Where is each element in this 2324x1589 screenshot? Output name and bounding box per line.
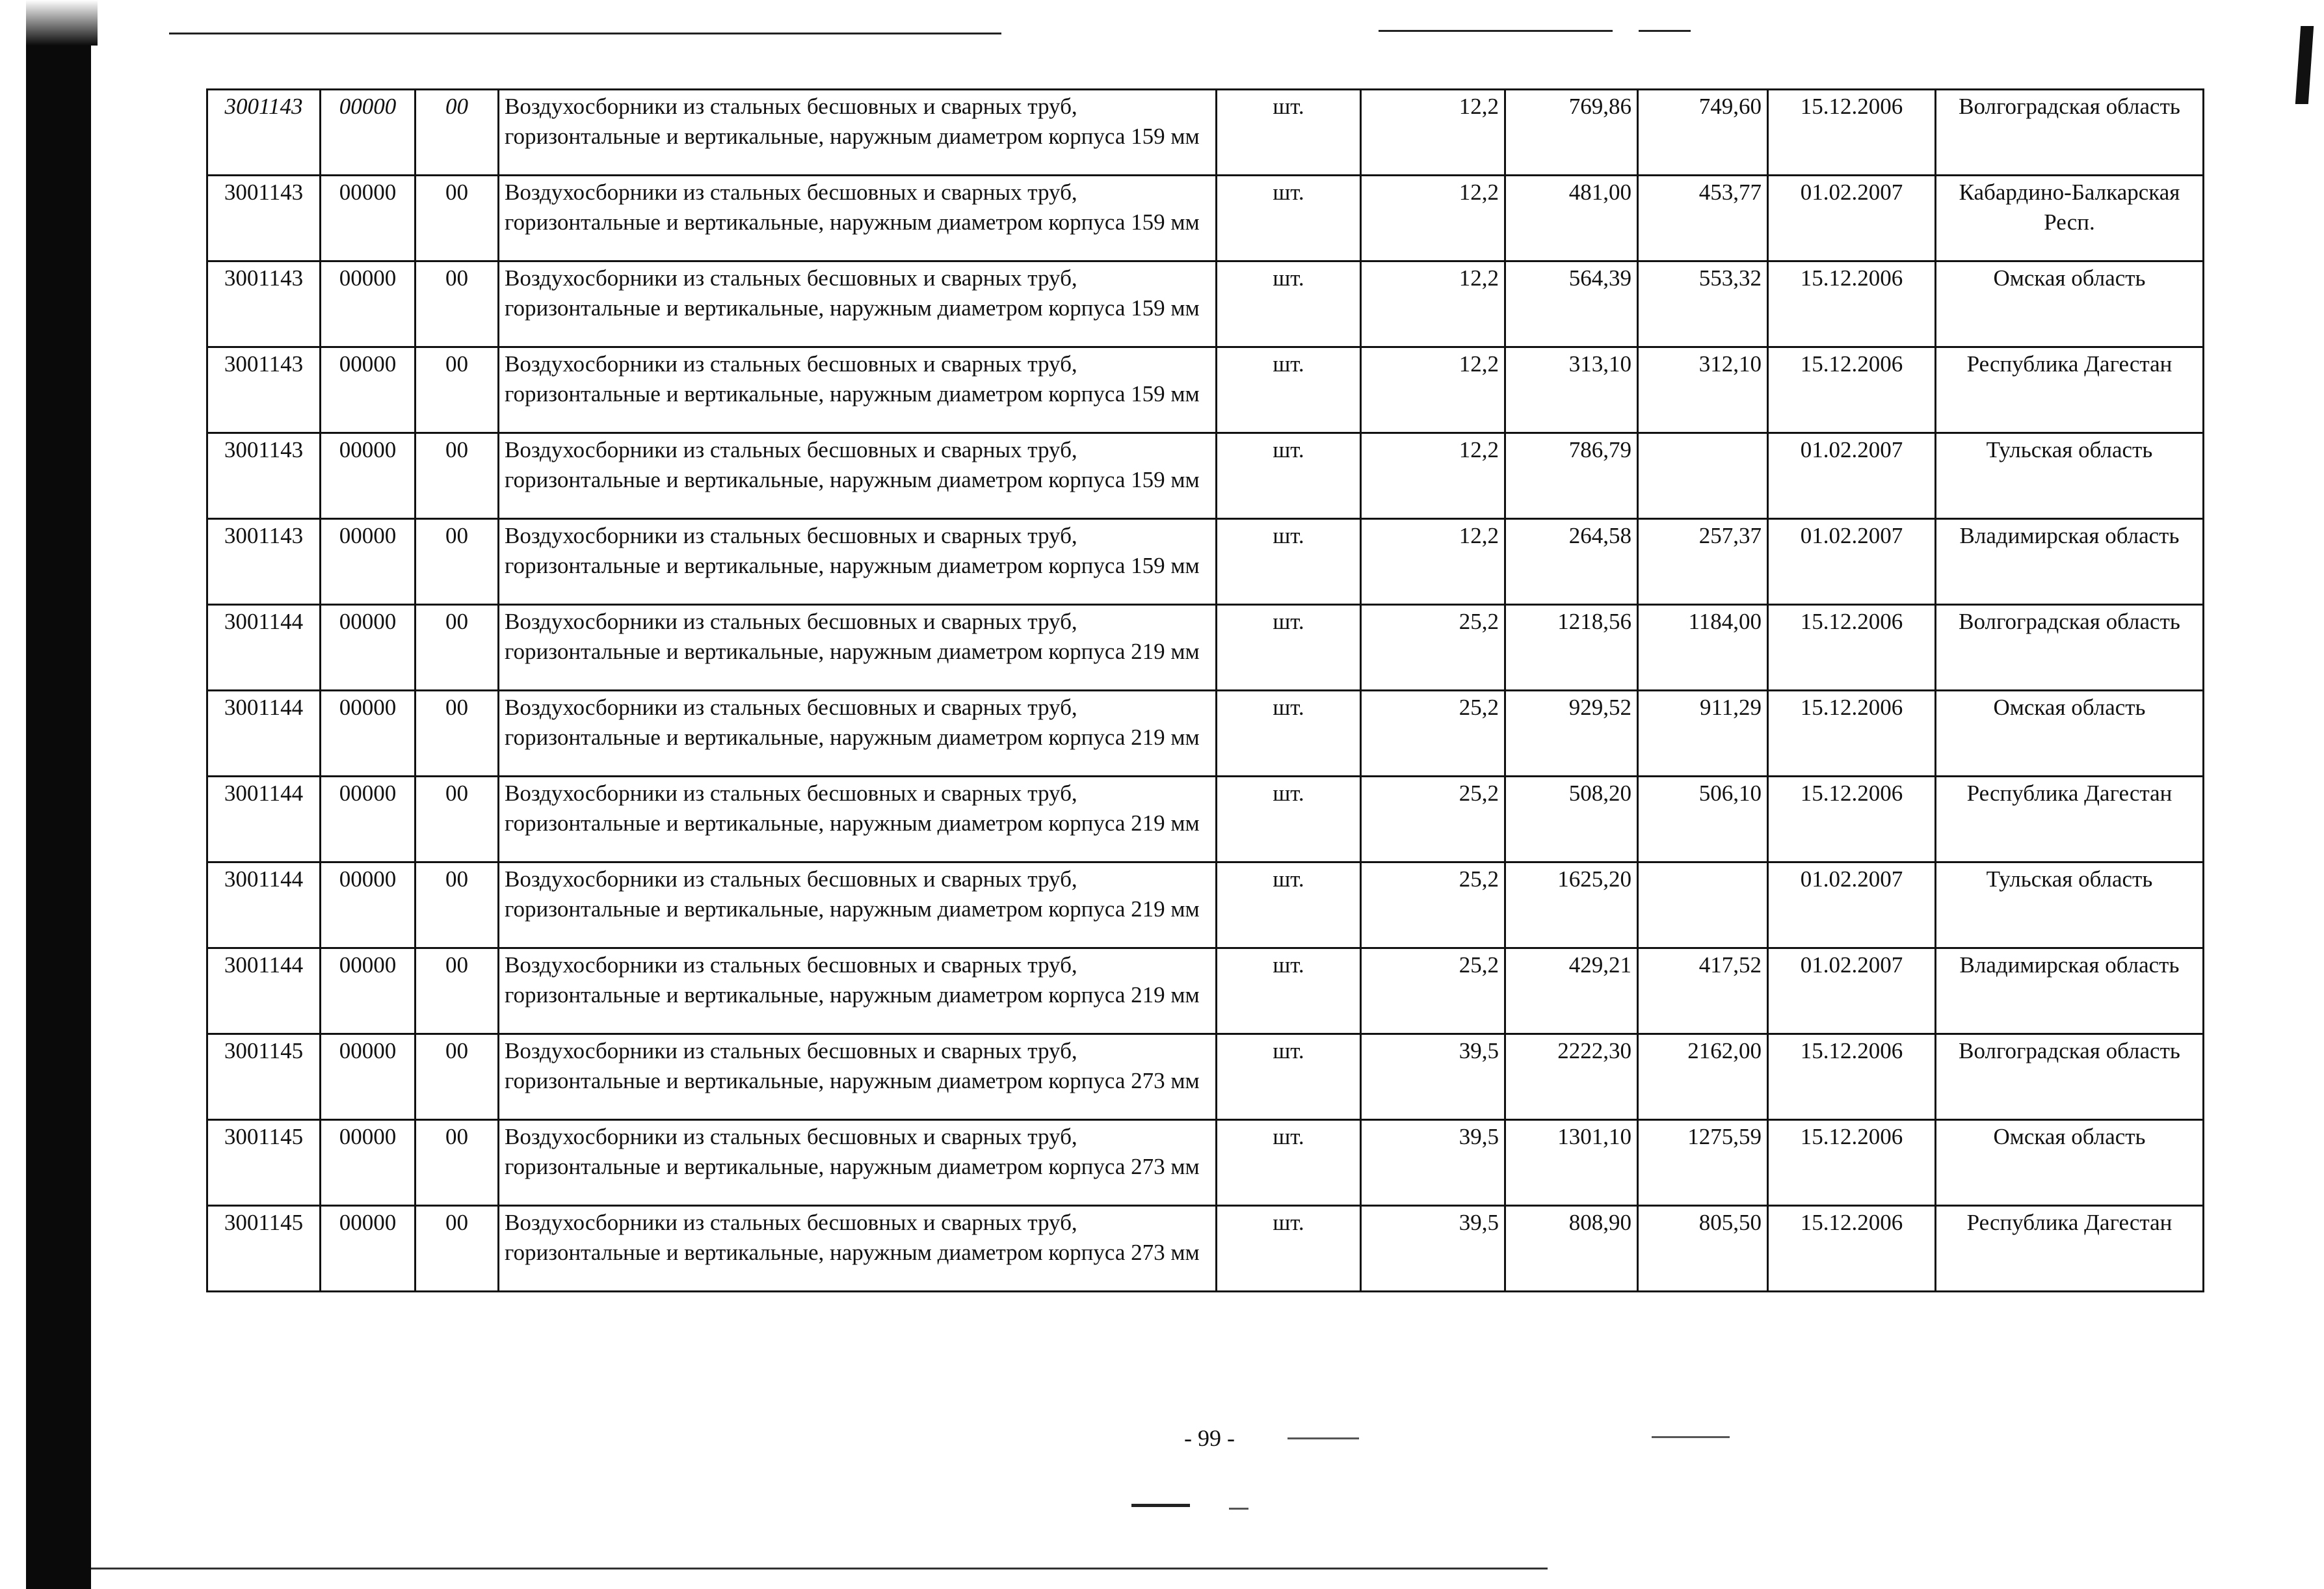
unit-cell: шт. — [1217, 605, 1361, 691]
subcode-cell: 00000 — [321, 1034, 416, 1120]
region-cell: Волгоградская область — [1936, 605, 2204, 691]
price-cell: 429,21 — [1505, 948, 1638, 1034]
region-cell: Республика Дагестан — [1936, 777, 2204, 862]
subcode-cell: 00000 — [321, 261, 416, 347]
weight-cell: 25,2 — [1361, 691, 1505, 777]
region-cell: Владимирская область — [1936, 948, 2204, 1034]
description-cell: Воздухосборники из стальных бесшовных и сварных труб, горизонтальные и вертикальные, наружным диаметром корпуса 159 мм — [499, 261, 1217, 347]
table-row — [207, 90, 2204, 176]
ext-code-cell: 00 — [416, 1120, 499, 1206]
scan-dark-edge — [26, 0, 91, 1589]
unit-cell: шт. — [1217, 347, 1361, 433]
subcode-cell: 00000 — [321, 691, 416, 777]
table-row — [207, 176, 2204, 261]
table-row — [207, 519, 2204, 605]
description-cell: Воздухосборники из стальных бесшовных и сварных труб, горизонтальные и вертикальные, наружным диаметром корпуса 159 мм — [499, 176, 1217, 261]
code-cell: 3001144 — [207, 605, 321, 691]
date-cell: 15.12.2006 — [1768, 347, 1936, 433]
ext-code-cell: 00 — [416, 777, 499, 862]
weight-cell: 12,2 — [1361, 347, 1505, 433]
description-cell: Воздухосборники из стальных бесшовных и сварных труб, горизонтальные и вертикальные, наружным диаметром корпуса 159 мм — [499, 433, 1217, 519]
subcode-cell: 00000 — [321, 347, 416, 433]
unit-cell: шт. — [1217, 691, 1361, 777]
description-cell: Воздухосборники из стальных бесшовных и сварных труб, горизонтальные и вертикальные, наружным диаметром корпуса 273 мм — [499, 1206, 1217, 1292]
code-cell: 3001145 — [207, 1034, 321, 1120]
date-cell: 15.12.2006 — [1768, 90, 1936, 176]
code-cell: 3001144 — [207, 948, 321, 1034]
subcode-cell: 00000 — [321, 176, 416, 261]
table-row — [207, 691, 2204, 777]
date-cell: 01.02.2007 — [1768, 433, 1936, 519]
weight-cell: 12,2 — [1361, 176, 1505, 261]
date-cell: 01.02.2007 — [1768, 948, 1936, 1034]
subcode-cell: 00000 — [321, 519, 416, 605]
unit-cell: шт. — [1217, 1034, 1361, 1120]
unit-cell: шт. — [1217, 261, 1361, 347]
code-cell: 3001143 — [207, 261, 321, 347]
unit-cell: шт. — [1217, 519, 1361, 605]
ext-code-cell: 00 — [416, 1034, 499, 1120]
price-alt-cell: 1184,00 — [1638, 605, 1768, 691]
scan-top-line — [1379, 30, 1613, 32]
unit-cell: шт. — [1217, 433, 1361, 519]
page-number: - 99 - — [1184, 1425, 1235, 1451]
region-cell: Омская область — [1936, 261, 2204, 347]
weight-cell: 12,2 — [1361, 90, 1505, 176]
weight-cell: 39,5 — [1361, 1206, 1505, 1292]
price-alt-cell: 1275,59 — [1638, 1120, 1768, 1206]
price-cell: 786,79 — [1505, 433, 1638, 519]
unit-cell: шт. — [1217, 1120, 1361, 1206]
scan-bottom-line — [91, 1568, 1548, 1569]
code-cell: 3001143 — [207, 90, 321, 176]
ext-code-cell: 00 — [416, 862, 499, 948]
table-row — [207, 347, 2204, 433]
code-cell: 3001143 — [207, 519, 321, 605]
region-cell: Омская область — [1936, 1120, 2204, 1206]
subcode-cell: 00000 — [321, 1206, 416, 1292]
ext-code-cell: 00 — [416, 605, 499, 691]
price-cell: 481,00 — [1505, 176, 1638, 261]
price-cell: 808,90 — [1505, 1206, 1638, 1292]
weight-cell: 25,2 — [1361, 605, 1505, 691]
price-alt-cell: 453,77 — [1638, 176, 1768, 261]
price-cell: 2222,30 — [1505, 1034, 1638, 1120]
price-alt-cell: 2162,00 — [1638, 1034, 1768, 1120]
table-row — [207, 433, 2204, 519]
price-table — [206, 88, 2204, 1292]
ext-code-cell: 00 — [416, 691, 499, 777]
region-cell: Волгоградская область — [1936, 1034, 2204, 1120]
description-cell: Воздухосборники из стальных бесшовных и сварных труб, горизонтальные и вертикальные, наружным диаметром корпуса 159 мм — [499, 90, 1217, 176]
code-cell: 3001144 — [207, 862, 321, 948]
description-cell: Воздухосборники из стальных бесшовных и сварных труб, горизонтальные и вертикальные, наружным диаметром корпуса 159 мм — [499, 347, 1217, 433]
region-cell: Владимирская область — [1936, 519, 2204, 605]
weight-cell: 25,2 — [1361, 777, 1505, 862]
price-alt-cell: 257,37 — [1638, 519, 1768, 605]
subcode-cell: 00000 — [321, 90, 416, 176]
code-cell: 3001145 — [207, 1120, 321, 1206]
ext-code-cell: 00 — [416, 1206, 499, 1292]
price-alt-cell — [1638, 862, 1768, 948]
region-cell: Тульская область — [1936, 433, 2204, 519]
scan-noise — [1287, 1437, 1359, 1439]
ext-code-cell: 00 — [416, 347, 499, 433]
price-cell: 564,39 — [1505, 261, 1638, 347]
table-row — [207, 1034, 2204, 1120]
scan-noise — [1131, 1504, 1190, 1507]
weight-cell: 25,2 — [1361, 862, 1505, 948]
price-alt-cell: 553,32 — [1638, 261, 1768, 347]
code-cell: 3001144 — [207, 691, 321, 777]
unit-cell: шт. — [1217, 862, 1361, 948]
price-cell: 1625,20 — [1505, 862, 1638, 948]
description-cell: Воздухосборники из стальных бесшовных и сварных труб, горизонтальные и вертикальные, наружным диаметром корпуса 219 мм — [499, 948, 1217, 1034]
code-cell: 3001143 — [207, 347, 321, 433]
subcode-cell: 00000 — [321, 1120, 416, 1206]
table-row — [207, 605, 2204, 691]
price-cell: 1218,56 — [1505, 605, 1638, 691]
ext-code-cell: 00 — [416, 519, 499, 605]
date-cell: 15.12.2006 — [1768, 605, 1936, 691]
table-row — [207, 777, 2204, 862]
code-cell: 3001144 — [207, 777, 321, 862]
price-cell: 508,20 — [1505, 777, 1638, 862]
weight-cell: 12,2 — [1361, 433, 1505, 519]
code-cell: 3001145 — [207, 1206, 321, 1292]
weight-cell: 25,2 — [1361, 948, 1505, 1034]
date-cell: 15.12.2006 — [1768, 691, 1936, 777]
region-cell: Омская область — [1936, 691, 2204, 777]
description-cell: Воздухосборники из стальных бесшовных и сварных труб, горизонтальные и вертикальные, наружным диаметром корпуса 219 мм — [499, 862, 1217, 948]
price-alt-cell: 749,60 — [1638, 90, 1768, 176]
subcode-cell: 00000 — [321, 605, 416, 691]
weight-cell: 12,2 — [1361, 519, 1505, 605]
subcode-cell: 00000 — [321, 948, 416, 1034]
table-row — [207, 1206, 2204, 1292]
date-cell: 15.12.2006 — [1768, 777, 1936, 862]
price-alt-cell: 417,52 — [1638, 948, 1768, 1034]
unit-cell: шт. — [1217, 176, 1361, 261]
price-alt-cell — [1638, 433, 1768, 519]
price-cell: 313,10 — [1505, 347, 1638, 433]
region-cell: Республика Дагестан — [1936, 347, 2204, 433]
price-alt-cell: 911,29 — [1638, 691, 1768, 777]
unit-cell: шт. — [1217, 90, 1361, 176]
region-cell: Республика Дагестан — [1936, 1206, 2204, 1292]
table-row — [207, 261, 2204, 347]
subcode-cell: 00000 — [321, 777, 416, 862]
scan-mark-right — [2295, 26, 2314, 104]
price-alt-cell: 312,10 — [1638, 347, 1768, 433]
subcode-cell: 00000 — [321, 862, 416, 948]
unit-cell: шт. — [1217, 948, 1361, 1034]
price-cell: 929,52 — [1505, 691, 1638, 777]
price-cell: 769,86 — [1505, 90, 1638, 176]
unit-cell: шт. — [1217, 1206, 1361, 1292]
ext-code-cell: 00 — [416, 90, 499, 176]
ext-code-cell: 00 — [416, 261, 499, 347]
description-cell: Воздухосборники из стальных бесшовных и сварных труб, горизонтальные и вертикальные, наружным диаметром корпуса 159 мм — [499, 519, 1217, 605]
subcode-cell: 00000 — [321, 433, 416, 519]
description-cell: Воздухосборники из стальных бесшовных и сварных труб, горизонтальные и вертикальные, наружным диаметром корпуса 219 мм — [499, 691, 1217, 777]
weight-cell: 39,5 — [1361, 1034, 1505, 1120]
price-cell: 264,58 — [1505, 519, 1638, 605]
date-cell: 01.02.2007 — [1768, 519, 1936, 605]
ext-code-cell: 00 — [416, 433, 499, 519]
date-cell: 15.12.2006 — [1768, 261, 1936, 347]
date-cell: 01.02.2007 — [1768, 862, 1936, 948]
ext-code-cell: 00 — [416, 948, 499, 1034]
region-cell: Волгоградская область — [1936, 90, 2204, 176]
description-cell: Воздухосборники из стальных бесшовных и сварных труб, горизонтальные и вертикальные, наружным диаметром корпуса 219 мм — [499, 605, 1217, 691]
scan-top-line — [1639, 30, 1691, 32]
date-cell: 15.12.2006 — [1768, 1120, 1936, 1206]
table-row — [207, 1120, 2204, 1206]
price-cell: 1301,10 — [1505, 1120, 1638, 1206]
price-alt-cell: 805,50 — [1638, 1206, 1768, 1292]
description-cell: Воздухосборники из стальных бесшовных и сварных труб, горизонтальные и вертикальные, наружным диаметром корпуса 273 мм — [499, 1120, 1217, 1206]
table-row — [207, 948, 2204, 1034]
date-cell: 01.02.2007 — [1768, 176, 1936, 261]
scan-noise — [1652, 1436, 1730, 1438]
region-cell: Кабардино-Балкарская Респ. — [1936, 176, 2204, 261]
scan-dark-edge-top — [26, 0, 98, 46]
weight-cell: 39,5 — [1361, 1120, 1505, 1206]
description-cell: Воздухосборники из стальных бесшовных и сварных труб, горизонтальные и вертикальные, наружным диаметром корпуса 273 мм — [499, 1034, 1217, 1120]
unit-cell: шт. — [1217, 777, 1361, 862]
date-cell: 15.12.2006 — [1768, 1034, 1936, 1120]
scan-noise — [1229, 1508, 1248, 1510]
date-cell: 15.12.2006 — [1768, 1206, 1936, 1292]
code-cell: 3001143 — [207, 176, 321, 261]
code-cell: 3001143 — [207, 433, 321, 519]
price-alt-cell: 506,10 — [1638, 777, 1768, 862]
region-cell: Тульская область — [1936, 862, 2204, 948]
scan-top-line — [169, 33, 1001, 34]
ext-code-cell: 00 — [416, 176, 499, 261]
weight-cell: 12,2 — [1361, 261, 1505, 347]
table-row — [207, 862, 2204, 948]
description-cell: Воздухосборники из стальных бесшовных и сварных труб, горизонтальные и вертикальные, наружным диаметром корпуса 219 мм — [499, 777, 1217, 862]
